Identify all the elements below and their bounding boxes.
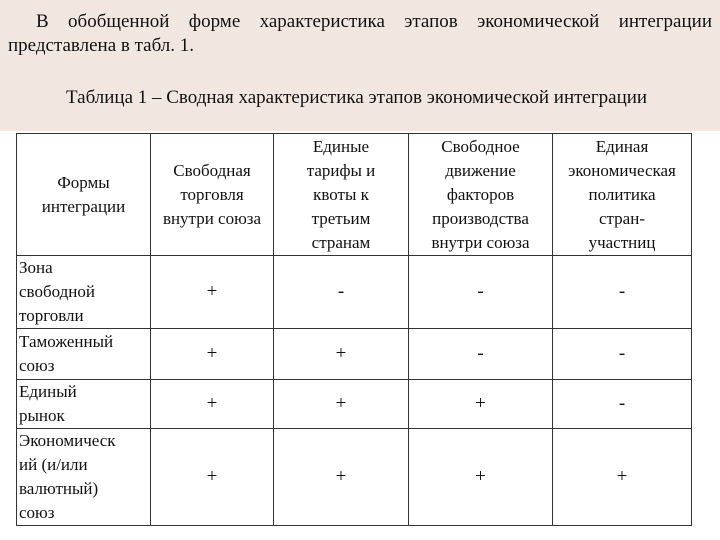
table-cell: - xyxy=(274,256,409,329)
table-row xyxy=(17,256,692,329)
table-cell: - xyxy=(553,380,692,429)
row-label: Единый рынок xyxy=(17,380,151,429)
table-cell: + xyxy=(151,429,274,526)
table-cell: + xyxy=(151,256,274,329)
table-cell: + xyxy=(274,329,409,380)
row-label: Зона свободной торговли xyxy=(17,256,151,329)
header-common-policy: Единая экономическая политика стран- участниц xyxy=(553,134,692,256)
table-cell: + xyxy=(151,380,274,429)
table-cell: - xyxy=(553,256,692,329)
table-cell: - xyxy=(553,329,692,380)
integration-table xyxy=(16,133,692,526)
table-cell: + xyxy=(409,380,553,429)
row-label: Таможенный союз xyxy=(17,329,151,380)
table-row xyxy=(17,429,692,526)
row-label: Экономическ ий (и/или валютный) союз xyxy=(17,429,151,526)
header-common-tariffs: Единые тарифы и квоты к третьим странам xyxy=(274,134,409,256)
header-factor-movement: Свободное движение факторов производства внутри союза xyxy=(409,134,553,256)
header-forms: Формы интеграции xyxy=(17,134,151,256)
table-cell: + xyxy=(151,329,274,380)
table-cell: + xyxy=(553,429,692,526)
table-cell: - xyxy=(409,256,553,329)
table-cell: + xyxy=(274,429,409,526)
table-cell: - xyxy=(409,329,553,380)
table-row xyxy=(17,380,692,429)
intro-text: В обобщенной форме характеристика этапов экономической интеграции представлена в табл. 1. xyxy=(8,11,712,56)
table-header-row xyxy=(17,134,692,256)
table-cell: + xyxy=(274,380,409,429)
header-free-trade: Свободная торговля внутри союза xyxy=(151,134,274,256)
table-row xyxy=(17,329,692,380)
intro-paragraph xyxy=(8,10,712,58)
table-cell: + xyxy=(409,429,553,526)
table-caption: Таблица 1 – Сводная характеристика этапов экономической интеграции xyxy=(66,87,648,108)
